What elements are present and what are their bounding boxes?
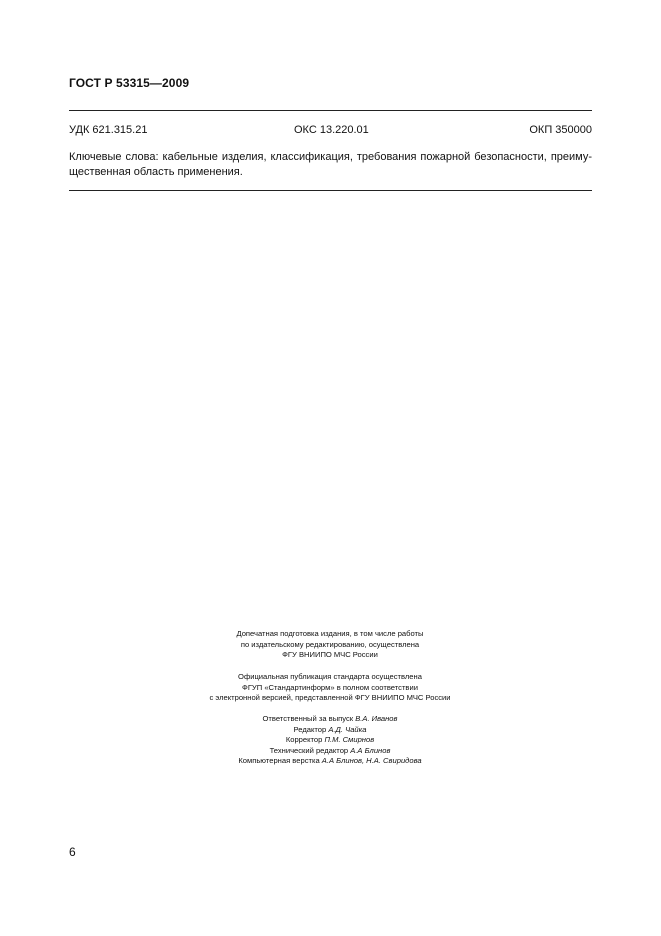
credit-names: П.М. Смирнов — [324, 735, 375, 745]
credit-role: Ответственный за выпуск — [262, 714, 356, 723]
credit-line — [150, 746, 510, 757]
bottom-divider — [69, 190, 592, 191]
credit-line — [150, 725, 510, 736]
oks-code: ОКС 13.220.01 — [294, 124, 369, 136]
credit-names: А.А Блинов, Н.А. Свиридова — [321, 756, 422, 766]
keywords-line-2: щественная область применения. — [69, 165, 243, 178]
okp-code: ОКП 350000 — [529, 124, 592, 136]
credit-names: А.А Блинов — [350, 745, 391, 755]
top-divider — [69, 110, 592, 111]
standard-designation: ГОСТ Р 53315—2009 — [69, 76, 190, 90]
keywords-line-1: Ключевые слова: кабельные изделия, классификация, требования пожарной безопасности, преиму- — [69, 151, 592, 163]
credit-role: Редактор — [293, 724, 329, 734]
credit-role: Корректор — [285, 735, 325, 745]
prepress-note — [150, 629, 510, 661]
credit-line — [150, 756, 510, 767]
publication-line: Официальная публикация стандарта осуществлена — [238, 672, 422, 681]
keywords-paragraph — [69, 150, 592, 179]
udk-code: УДК 621.315.21 — [69, 124, 148, 136]
credit-names: А.Д. Чайка — [328, 724, 367, 734]
classifier-codes — [69, 124, 592, 138]
credits — [150, 714, 510, 767]
prepress-line: по издательскому редактированию, осуществлена — [240, 639, 420, 649]
credit-role: Технический редактор — [269, 745, 351, 755]
credit-role: Компьютерная верстка — [238, 756, 322, 766]
publication-line: с электронной версией, представленной ФГУ ВНИИПО МЧС России — [209, 693, 451, 703]
credit-line — [150, 714, 510, 725]
page-number: 6 — [69, 845, 76, 859]
publication-line: ФГУП «Стандартинформ» в полном соответствии — [242, 682, 418, 692]
prepress-line: ФГУ ВНИИПО МЧС России — [282, 650, 378, 660]
credit-names: В.А. Иванов — [355, 714, 398, 723]
credit-line — [150, 735, 510, 746]
prepress-line: Допечатная подготовка издания, в том числе работы — [236, 629, 424, 638]
publication-note — [150, 672, 510, 704]
